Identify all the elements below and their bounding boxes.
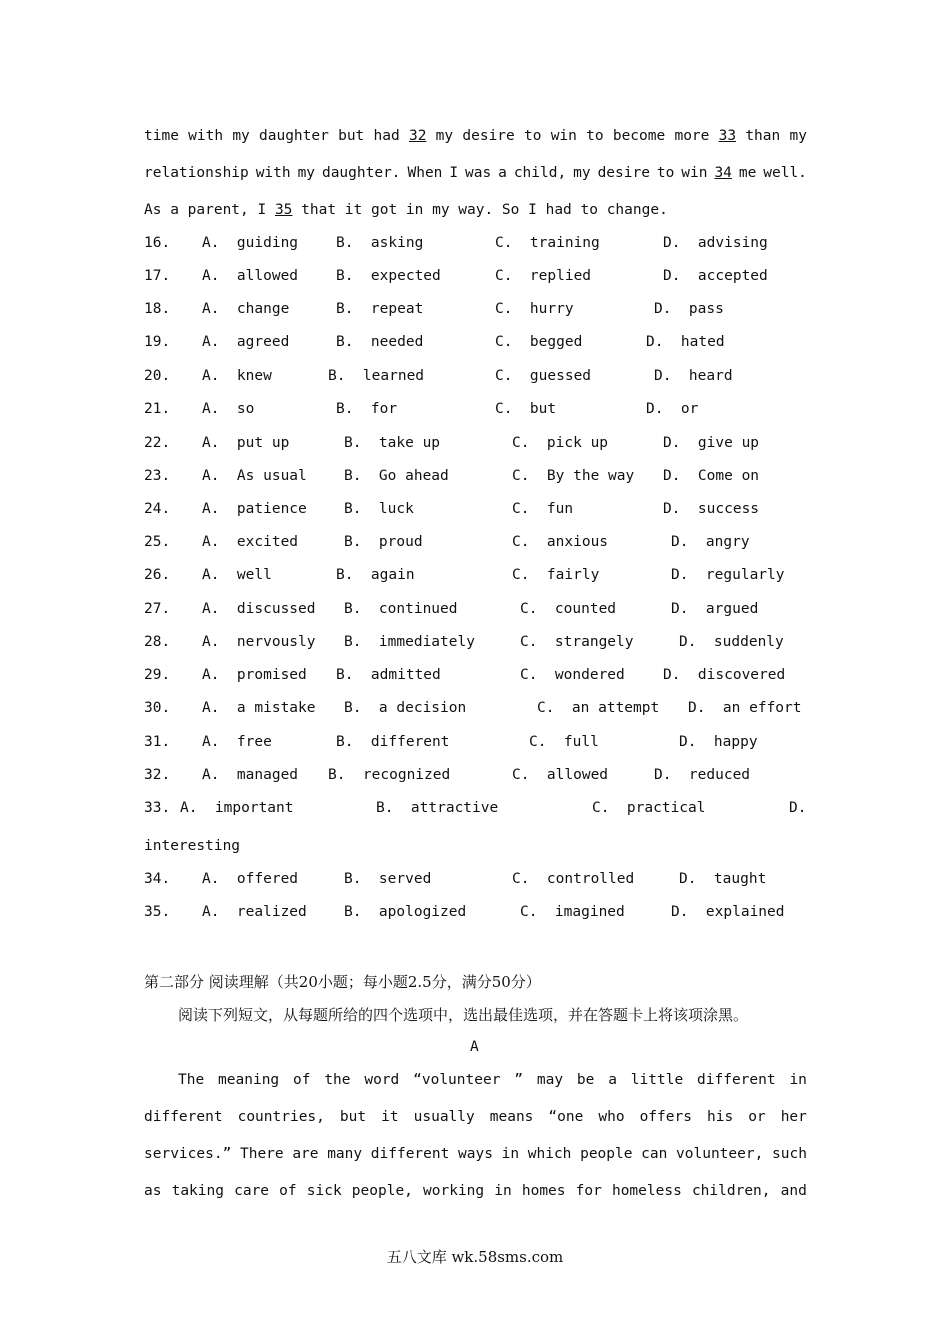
word: a [498,165,507,181]
option-d: D. discovered [663,667,786,683]
section-instruction: 阅读下列短文，从每题所给的四个选项中，选出最佳选项，并在答题卡上将该项涂黑。 [178,1006,749,1024]
option-b: B. recognized [328,767,451,783]
option-a: A. well [202,567,272,583]
word: care [234,1183,270,1199]
option-b: B. immediately [344,634,475,650]
question-number: 34. [144,871,171,887]
option-b: B. again [336,567,415,583]
blank-35: 35 [274,202,293,218]
passage-text: As a parent, I [144,202,275,218]
option-c: C. By the way [512,468,635,484]
word: with [188,128,224,144]
option-a: A. As usual [202,468,307,484]
word: little [630,1072,684,1088]
option-d: D. angry [671,534,750,550]
word: people [580,1146,633,1162]
option-c: C. hurry [495,301,574,317]
word: than [745,128,781,144]
word: in [494,1183,512,1199]
passage-a-line-2 [144,1109,807,1125]
word: homeless [611,1183,682,1199]
word: different [370,1146,450,1162]
word: of [279,1183,297,1199]
option-b: B. repeat [336,301,424,317]
option-d: D. argued [671,601,759,617]
option-b: B. served [344,871,432,887]
option-d: D. taught [679,871,767,887]
word: child, [513,165,567,181]
word: word [364,1072,400,1088]
option-a: A. realized [202,904,307,920]
passage-a-line-3 [144,1146,807,1162]
word: means [489,1109,534,1125]
word: a [608,1072,617,1088]
word: it [381,1109,399,1125]
option-b: B. a decision [344,700,467,716]
word: ways [458,1146,493,1162]
option-d: D. advising [663,235,768,251]
option-d: D. accepted [663,268,768,284]
word: services.” [144,1146,232,1162]
option-b: B. different [336,734,450,750]
option-a: A. offered [202,871,299,887]
question-number: 20. [144,368,171,384]
word: of [293,1072,311,1088]
passage-line-3 [144,202,807,218]
option-a: A. guiding [202,235,299,251]
option-b: B. admitted [336,667,441,683]
option-b: B. proud [344,534,423,550]
option-c: C. allowed [512,767,609,783]
word: time [144,128,179,144]
blank-32: 32 [408,128,427,144]
word: win [550,128,577,144]
option-c: C. but [495,401,557,417]
question-number: 24. [144,501,171,517]
word: many [327,1146,363,1162]
passage-line-1 [144,128,807,144]
word: my [297,165,316,181]
option-a: A. important [180,800,294,816]
option-c: C. begged [495,334,583,350]
word: my [573,165,591,181]
option-b: B. apologized [344,904,467,920]
word: meaning [218,1072,280,1088]
word: daughter. [321,165,401,181]
question-number: 33. [144,800,171,816]
word: to [586,128,604,144]
option-a: A. free [202,734,272,750]
option-a: A. excited [202,534,299,550]
question-number: 32. [144,767,171,783]
option-c: C. wondered [520,667,625,683]
option-d: D. explained [671,904,785,920]
option-c: C. fun [512,501,574,517]
word: children, [691,1183,771,1199]
word: ” [514,1072,524,1088]
word: The [178,1072,205,1088]
option-d: D. regularly [671,567,785,583]
word: win [681,165,708,181]
option-c: C. controlled [512,871,635,887]
option-c: C. training [495,235,600,251]
option-c: C. full [529,734,599,750]
option-c: C. fairly [512,567,600,583]
option-d: D. reduced [654,767,751,783]
option-b: B. asking [336,235,424,251]
word: different [697,1072,776,1088]
footer-watermark: 五八文库 wk.58sms.com [386,1248,564,1266]
word: working [423,1183,485,1199]
question-number: 30. [144,700,171,716]
word: to [524,128,542,144]
word: relationship [144,165,249,181]
option-a: A. so [202,401,255,417]
passage-a-line-1 [178,1072,807,1088]
section-heading: 第二部分 阅读理解（共20小题；每小题2.5分，满分50分） [144,973,541,991]
passage-label: A [470,1039,479,1055]
word: but [339,1109,367,1125]
word: sick [306,1183,342,1199]
option-d: D. [789,800,807,816]
option-a: interesting [144,838,241,854]
option-b: B. continued [344,601,458,617]
word: and [780,1183,807,1199]
option-c: C. counted [520,601,617,617]
option-b: B. luck [344,501,414,517]
option-b: B. expected [336,268,441,284]
word: be [576,1072,595,1088]
word: taking [171,1183,224,1199]
option-b: B. attractive [376,800,499,816]
question-number: 29. [144,667,171,683]
word: When [407,165,443,181]
option-c: C. guessed [495,368,592,384]
option-a: A. change [202,301,290,317]
word: different [144,1109,223,1125]
option-d: D. pass [654,301,724,317]
word: my [435,128,454,144]
question-number: 35. [144,904,171,920]
option-b: B. Go ahead [344,468,449,484]
word: which [527,1146,572,1162]
word: desire [462,128,515,144]
word: in [501,1146,520,1162]
word: There [239,1146,284,1162]
word: daughter [259,128,329,144]
word: can [641,1146,668,1162]
word: in [789,1072,807,1088]
word: people, [351,1183,413,1199]
blank-33: 33 [718,128,737,144]
word: his [706,1109,734,1125]
question-number: 25. [144,534,171,550]
word: or [748,1109,766,1125]
word: well. [763,165,807,181]
passage-a-line-4 [144,1183,807,1199]
option-d: D. happy [679,734,758,750]
question-number: 28. [144,634,171,650]
option-a: A. knew [202,368,272,384]
word: become [612,128,666,144]
word: such [772,1146,807,1162]
word: offers [639,1109,692,1125]
option-d: D. give up [663,435,760,451]
word: with [255,165,291,181]
word: her [780,1109,807,1125]
option-a: A. a mistake [202,700,316,716]
option-d: D. heard [654,368,733,384]
option-d: D. or [646,401,699,417]
option-c: C. imagined [520,904,625,920]
option-a: A. managed [202,767,299,783]
option-a: A. agreed [202,334,290,350]
word: usually [413,1109,475,1125]
option-a: A. put up [202,435,290,451]
question-number: 16. [144,235,171,251]
option-d: D. Come on [663,468,760,484]
option-c: C. practical [592,800,706,816]
word: who [598,1109,625,1125]
word: may [536,1072,564,1088]
option-d: D. hated [646,334,725,350]
word: me [738,165,757,181]
word: was [465,165,492,181]
option-a: A. discussed [202,601,316,617]
word: my [232,128,250,144]
word: “one [548,1109,584,1125]
question-number: 23. [144,468,171,484]
question-number: 22. [144,435,171,451]
option-a: A. nervously [202,634,316,650]
option-b: B. learned [328,368,425,384]
option-a: A. promised [202,667,307,683]
option-c: C. pick up [512,435,609,451]
option-c: C. an attempt [537,700,660,716]
option-c: C. replied [495,268,592,284]
option-a: A. allowed [202,268,299,284]
word: I [449,165,459,181]
passage-text: that it got in my way. So I had to change. [292,202,668,218]
word: my [789,128,807,144]
word: are [292,1146,319,1162]
word: had [373,128,400,144]
word: more [674,128,710,144]
question-number: 18. [144,301,171,317]
option-c: C. anxious [512,534,609,550]
option-d: D. an effort [688,700,802,716]
word: but [338,128,365,144]
option-d: D. success [663,501,760,517]
blank-34: 34 [714,165,732,181]
option-d: D. suddenly [679,634,784,650]
word: countries, [237,1109,325,1125]
question-number: 26. [144,567,171,583]
question-number: 31. [144,734,171,750]
word: as [144,1183,162,1199]
option-b: B. needed [336,334,424,350]
passage-line-2 [144,165,807,181]
word: desire [597,165,650,181]
word: to [656,165,675,181]
question-number: 27. [144,601,171,617]
option-b: B. for [336,401,398,417]
word: for [575,1183,602,1199]
question-number: 19. [144,334,171,350]
word: homes [521,1183,566,1199]
word: the [324,1072,351,1088]
option-c: C. strangely [520,634,634,650]
word: volunteer, [676,1146,764,1162]
question-number: 17. [144,268,171,284]
question-number: 21. [144,401,171,417]
option-b: B. take up [344,435,441,451]
option-a: A. patience [202,501,307,517]
word: “volunteer [413,1072,501,1088]
